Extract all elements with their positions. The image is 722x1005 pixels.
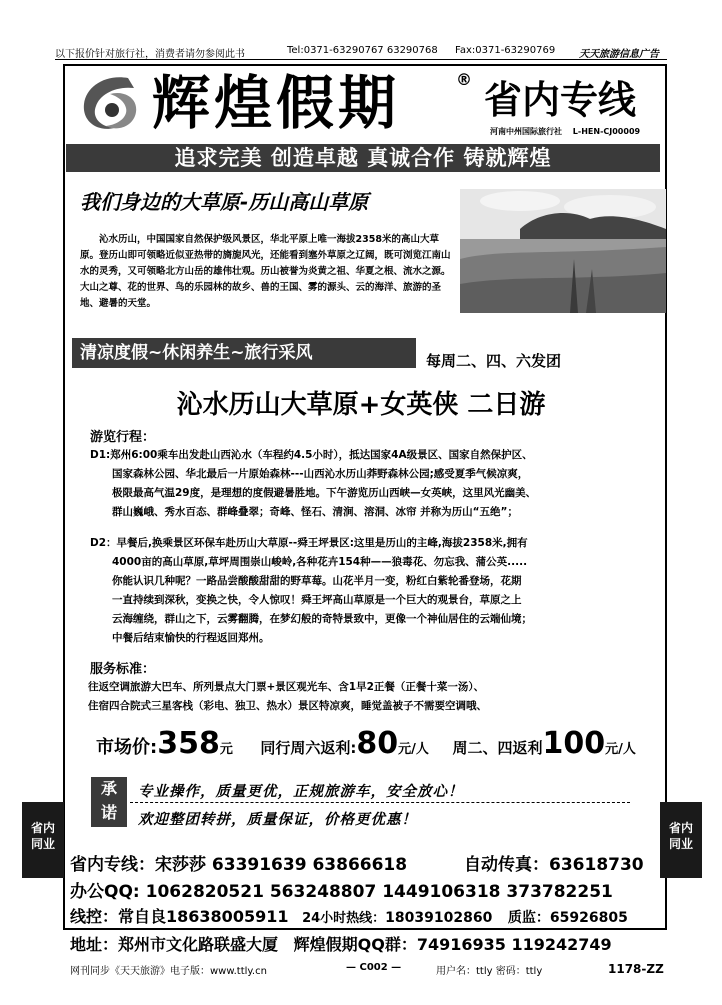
promise-badge-char: 诺 — [100, 803, 117, 822]
grassland-photo — [460, 189, 666, 313]
itinerary-line: D1:郑州6:00乘车出发赴山西沁水（车程约4.5小时），抵达国家4A级景区、国家自然保护区、 — [90, 449, 533, 461]
itinerary-line: 云海缠绕，群山之下，云雾翻腾，在梦幻般的奇特景致中，更像一个神仙居住的云端仙境； — [112, 613, 532, 625]
agency-name: 河南中州国际旅行社 — [490, 127, 562, 136]
departure-days: 每周二、四、六发团 — [426, 352, 562, 370]
footer-code: 1178-ZZ — [608, 962, 664, 976]
itinerary-line: D2：早餐后,换乘景区环保车赴历山大草原--舜王坪景区:这里是历山的主峰,海拔2358米,拥有 — [90, 537, 528, 549]
address-label: 地址： — [70, 935, 119, 954]
promise-line-2: 欢迎整团转拼，质量保证，价格更优惠！ — [138, 812, 417, 828]
swirl-logo-icon — [76, 72, 146, 136]
itinerary-line: 中餐后结束愉快的行程返回郑州。 — [112, 632, 270, 644]
rebate-tue-thu-value: 100 — [542, 726, 606, 761]
contact-line-address — [70, 932, 666, 955]
service-line: 住宿四合院式三星客栈（彩电、独卫、热水）景区特凉爽，睡觉盖被子不需要空调哦、 — [88, 700, 487, 712]
market-price-label: 市场价: — [96, 737, 158, 758]
tel-text: Tel:0371-63290767 63290768 — [287, 45, 438, 56]
itinerary-day1 — [90, 446, 650, 522]
rebate-sat-unit: 元/人 — [398, 742, 429, 757]
dashed-divider — [130, 802, 630, 803]
itinerary-line: 4000亩的高山草原,草坪周围崇山峻岭,各种花卉154种——狼毒花、勿忘我、蒲公英..... — [112, 556, 528, 568]
market-price-value: 358 — [157, 726, 220, 761]
service-title: 服务标准： — [90, 662, 156, 677]
footer-user: 用户名：ttly 密码：ttly — [436, 966, 543, 977]
qq-value: 1062820521 563248807 1449106318 373782251 — [145, 882, 613, 902]
ad-label: 天天旅游信息广告 — [579, 49, 659, 60]
address-value: 郑州市文化路联盛大厦 — [118, 935, 279, 954]
control-label: 线控： — [70, 907, 119, 926]
quality-label: 质监： — [507, 910, 550, 926]
intro-paragraph: 沁水历山，中国国家自然保护级风景区，华北平原上唯一海拔2358米的高山大草原。登历山即可领略近似亚热带的旖旎风光，还能看到塞外草原之辽阔，既可浏览江南山水的灵秀，又可领略北方山岳的雄伟壮观。历山被誉为炎黄之祖、华夏之根、流水之源。大山之尊、花的世界、鸟的乐园林的故乡、兽的王国、雾的源头、云的海洋、旅游的圣地、避暑的天堂。 — [80, 234, 451, 309]
rebate-sat-label: 同行周六返利: — [260, 739, 357, 757]
slogan-bar: 追求完美 创造卓越 真诚合作 铸就辉煌 — [66, 144, 660, 172]
contact-line-qq — [70, 877, 666, 902]
fax-label: 自动传真： — [464, 855, 549, 875]
registered-mark: ® — [456, 70, 472, 89]
intro-headline: 我们身边的大草原-历山高山草原 — [80, 190, 369, 214]
itinerary-day2 — [90, 534, 650, 648]
fax-group — [464, 850, 644, 875]
top-info-line — [55, 45, 667, 60]
rebate-sat-value: 80 — [356, 726, 399, 761]
hotline-value: 18039102860 — [385, 910, 493, 926]
side-tab-text: 同业 — [668, 837, 693, 851]
agency-license — [490, 126, 640, 137]
price-row — [96, 726, 656, 766]
service-line: 往返空调旅游大巴车、所列景点大门票+景区观光车、含1早2正餐（正餐十菜一汤）、 — [88, 681, 485, 693]
promise-badge-char: 承 — [100, 779, 117, 798]
promise-line-1: 专业操作，质量更优，正规旅游车，安全放心！ — [138, 784, 464, 800]
intro-text — [80, 232, 452, 312]
hotline-label: 24小时热线： — [302, 911, 386, 926]
rebate-tue-thu-label: 周二、四返利 — [452, 739, 543, 757]
footer-sync: 网刊同步《天天旅游》电子版：www.ttly.cn — [70, 966, 267, 977]
side-tab-right — [660, 802, 702, 878]
qq-group-label: 辉煌假期QQ群： — [293, 935, 417, 954]
itinerary-line: 一直持续到深秋，变换之快，令人惊叹！舜王坪高山草原是一个巨大的观景台，草原之上 — [112, 594, 522, 606]
market-price-unit: 元 — [219, 742, 233, 757]
qq-group-value: 74916935 119242749 — [416, 935, 612, 954]
brand-title: 辉煌假期 — [152, 69, 401, 137]
side-tab-text: 同业 — [30, 837, 55, 851]
rebate-tue-thu-unit: 元/人 — [605, 742, 636, 757]
promise-badge — [91, 777, 127, 827]
itinerary-line: 极限最高气温29度，是理想的度假避暑胜地。下午游览历山西峡—女英峡，这里风光幽美、 — [112, 487, 537, 499]
itinerary-title: 游览行程： — [90, 430, 156, 445]
license-number: L-HEN-CJ00009 — [572, 127, 641, 136]
contact-line-control — [70, 904, 666, 927]
fax-text: Fax:0371-63290769 — [455, 45, 556, 56]
itinerary-line: 国家森林公园、华北最后一片原始森林---山西沁水历山莽野森林公园;感受夏季气候凉爽， — [112, 468, 529, 480]
fax-value: 63618730 — [549, 855, 644, 875]
theme-band: 清凉度假~休闲养生~旅行采风 — [72, 338, 416, 368]
side-tab-left — [22, 802, 64, 878]
sub-brand-title: 省内专线 — [484, 78, 637, 122]
control-value: 常自良18638005911 — [118, 907, 289, 926]
quality-value: 65926805 — [549, 910, 628, 926]
itinerary-line: 群山巍峨、秀水百态、群峰叠翠；奇峰、怪石、清涧、溶洞、冰帘 并称为历山“五绝”； — [112, 506, 518, 518]
product-title: 沁水历山大草原+女英侠 二日游 — [176, 390, 546, 420]
contact-line-hotline — [70, 850, 666, 875]
side-tab-text: 省内 — [668, 821, 693, 835]
line-value: 宋莎莎 63391639 63866618 — [155, 855, 408, 875]
service-text — [88, 678, 648, 716]
agency-notice: 以下报价针对旅行社，消费者请勿参阅此书 — [55, 49, 245, 60]
line-label: 省内专线： — [70, 855, 155, 875]
qq-label: 办公QQ: — [70, 882, 140, 902]
itinerary-line: 你能认识几种呢？一路品尝酸酸甜甜的野草莓。山花半月一变，粉红白紫轮番登场，花期 — [112, 575, 522, 587]
footer-page: — C002 — — [346, 962, 402, 973]
side-tab-text: 省内 — [30, 821, 55, 835]
